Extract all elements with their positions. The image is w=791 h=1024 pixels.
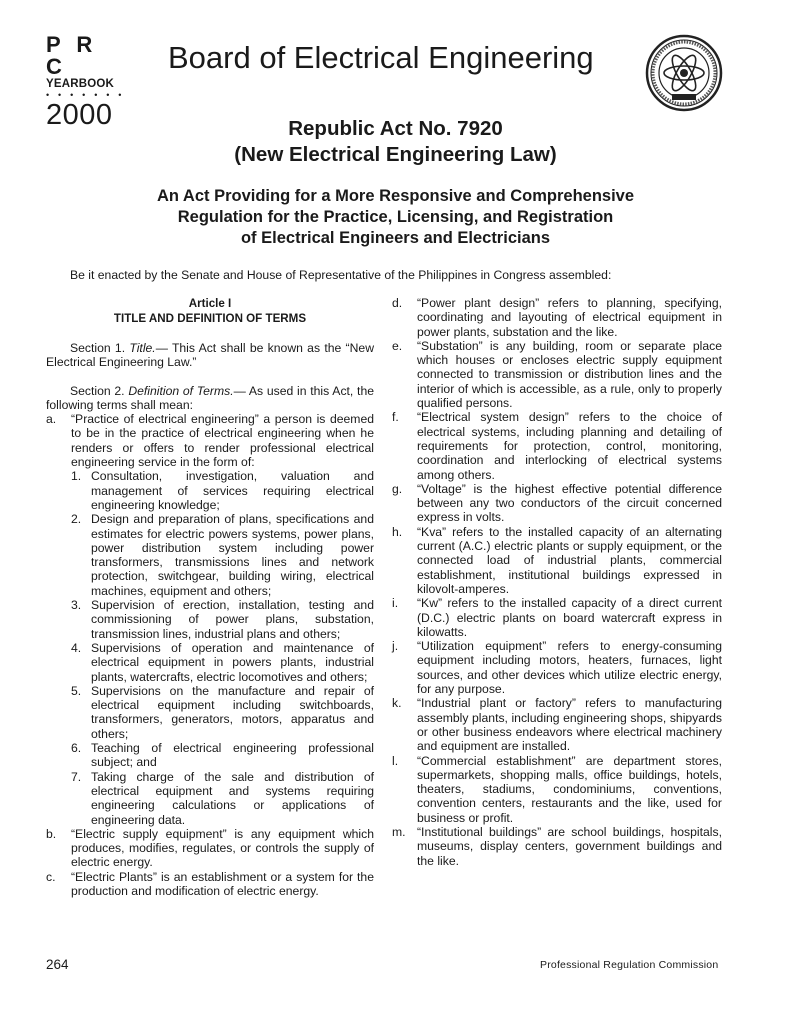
practice-item-label: 5. [71,683,82,698]
definition-label: a. [46,412,57,427]
practice-item-label: 7. [71,769,82,784]
section-2-text: — As used in this Act, the following terms shall mean: [46,383,375,412]
practice-item-text: Design and preparation of plans, specifications and estimates for electric powers systems, power plans, power distribution system including power transformers, transmissions lines and network protection, switchgear, building wiring, electrical machines, equipment and others; [91,512,374,598]
definition-label: c. [46,869,56,884]
page-number: 264 [46,957,69,972]
practice-item-label: 1. [71,469,82,484]
definition-label: m. [392,824,406,839]
practice-item-label: 2. [71,512,82,527]
section-2-title: Definition of Terms. [128,383,234,398]
definition-label: l. [392,753,399,768]
definition-label: g. [392,481,403,496]
practice-item-text: Supervisions on the manufacture and repair of electrical equipment including switchboards, transformers, generators, motors, apparatus and others; [91,683,374,741]
practice-item-text: Supervision of erection, installation, testing and commissioning of power plans, substation, transmission lines, industrial plans and others; [91,598,374,641]
definition-text: “Kva” refers to the installed capacity of an alternating current (A.C.) electric plants or supply equipment, or the connected load of industrial plants, commercial establishment, institutional buildings expressed in kilovolt-amperes. [417,524,722,596]
definition-label: h. [392,524,403,539]
definition-text: “Substation” is any building, room or separate place which houses or encloses electric supply equipment connected to transmission or distribution lines and the interior of which is accessible, as a rule, only to properly qualified persons. [417,338,722,411]
practice-item [71,469,374,512]
practice-item-text: Taking charge of the sale and distribution of electrical equipment and systems requiring engineering calculations or applications of engineering data. [91,769,374,827]
act-title [0,116,791,168]
definition-text: “Practice of electrical engineering” a person is deemed to be in the practice of electrical engineering when he renders or offers to render professional electrical engineering service in the form of: [71,412,374,470]
section-1-label: Section 1. [70,341,130,355]
practice-item-text: Teaching of electrical engineering professional subject; and [91,741,374,770]
act-subtitle [0,186,791,249]
definition-label: j. [392,639,399,654]
section-2 [46,384,374,413]
practice-item-label: 6. [71,741,82,756]
definition-item [46,827,374,870]
subtitle-line-3: of Electrical Engineers and Electricians [240,229,551,247]
definition-item [392,339,722,410]
definition-item [392,482,722,525]
prc-label: P R C [46,32,98,79]
masthead-dots: • • • • • • • [46,90,125,100]
practice-item [71,741,374,770]
definition-text: “Kw” refers to the installed capacity of a direct current (D.C.) electric plants on board watercraft express in kilowatts. [417,596,722,639]
enacting-clause: Be it enacted by the Senate and House of Representative of the Philippines in Congress assembled: [70,268,612,282]
definition-item [392,296,722,339]
subtitle-line-2: Regulation for the Practice, Licensing, and Registration [177,208,614,226]
yearbook-year: 2000 [46,99,113,131]
left-column [46,296,374,898]
definition-text: “Utilization equipment” refers to energy-consuming equipment including motors, heaters, furnaces, light sources, and other devices which utilize electric energy, for any purpose. [417,639,722,697]
board-title: Board of Electrical Engineering [168,40,594,75]
definition-text: “Electrical system design” refers to the choice of electrical systems, including planning and detailing of requirements for protection, control, monitoring, coordination and interlocking of electrical systems among others. [417,410,722,482]
footer-organization: Professional Regulation Commission [540,959,719,971]
definition-label: b. [46,826,57,841]
definition-item [392,825,722,868]
section-1-title: Title. [129,341,156,355]
definition-item [392,639,722,696]
yearbook-label: YEARBOOK [46,78,115,90]
act-short-name: (New Electrical Engineering Law) [234,143,557,166]
act-number: Republic Act No. 7920 [288,117,503,140]
practice-item-label: 4. [71,640,82,655]
definition-text: “Industrial plant or factory” refers to manufacturing assembly plants, including engineering shops, shipyards or other business endeavors where electrical machinery and equipment are installed. [417,696,722,754]
article-heading: TITLE AND DEFINITION OF TERMS [113,312,307,325]
section-1-text: — This Act shall be known as the “New Electrical Engineering Law.” [46,341,374,370]
practice-item [71,641,374,684]
definition-label: f. [392,410,399,425]
definition-item [392,696,722,753]
practice-item [71,684,374,741]
section-2-label: Section 2. [70,383,129,398]
definition-text: “Commercial establishment” are department stores, supermarkets, shopping malls, office buildings, hotels, theaters, stadiums, condominiums, conventions, convention centers, restaurants and the like, used for business or profit. [417,753,722,825]
definition-label: e. [392,338,403,353]
practice-item [71,598,374,641]
definition-text: “Electric Plants” is an establishment or a system for the production and modification of electric energy. [71,869,374,898]
definition-label: i. [392,596,399,611]
section-1 [46,341,374,370]
practice-item-label: 3. [71,598,82,613]
definition-text: “Power plant design” refers to planning, specifying, coordinating and layouting of electrical equipment in power plants, substation and the like. [417,296,722,339]
definition-item [392,754,722,825]
definition-text: “Institutional buildings” are school buildings, hospitals, museums, display centers, government buildings and the like. [417,824,722,868]
subtitle-line-1: An Act Providing for a More Responsive and Comprehensive [156,187,635,205]
definition-text: “Electric supply equipment” is any equipment which produces, modifies, regulates, or controls the supply of electric energy. [71,826,374,870]
definition-item [46,870,374,899]
right-column [392,296,722,868]
definition-label: d. [392,296,403,310]
article-number: Article I [188,297,232,310]
practice-item-text: Consultation, investigation, valuation and management of services requiring electrical engineering knowledge; [91,469,374,512]
definition-text: “Voltage” is the highest effective potential difference between any two conductors of the circuit concerned express in volts. [417,481,722,525]
practice-item [71,770,374,827]
practice-item [71,512,374,598]
definition-label: k. [392,696,402,711]
definition-item [392,596,722,639]
practice-item-text: Supervisions of operation and maintenance of electrical equipment in powers plants, industrial plants, watercrafts, electric locomotives and others; [91,640,374,684]
definition-item [392,410,722,481]
definition-item [46,412,374,469]
definition-item [392,525,722,596]
prc-seal-logo [645,34,723,112]
